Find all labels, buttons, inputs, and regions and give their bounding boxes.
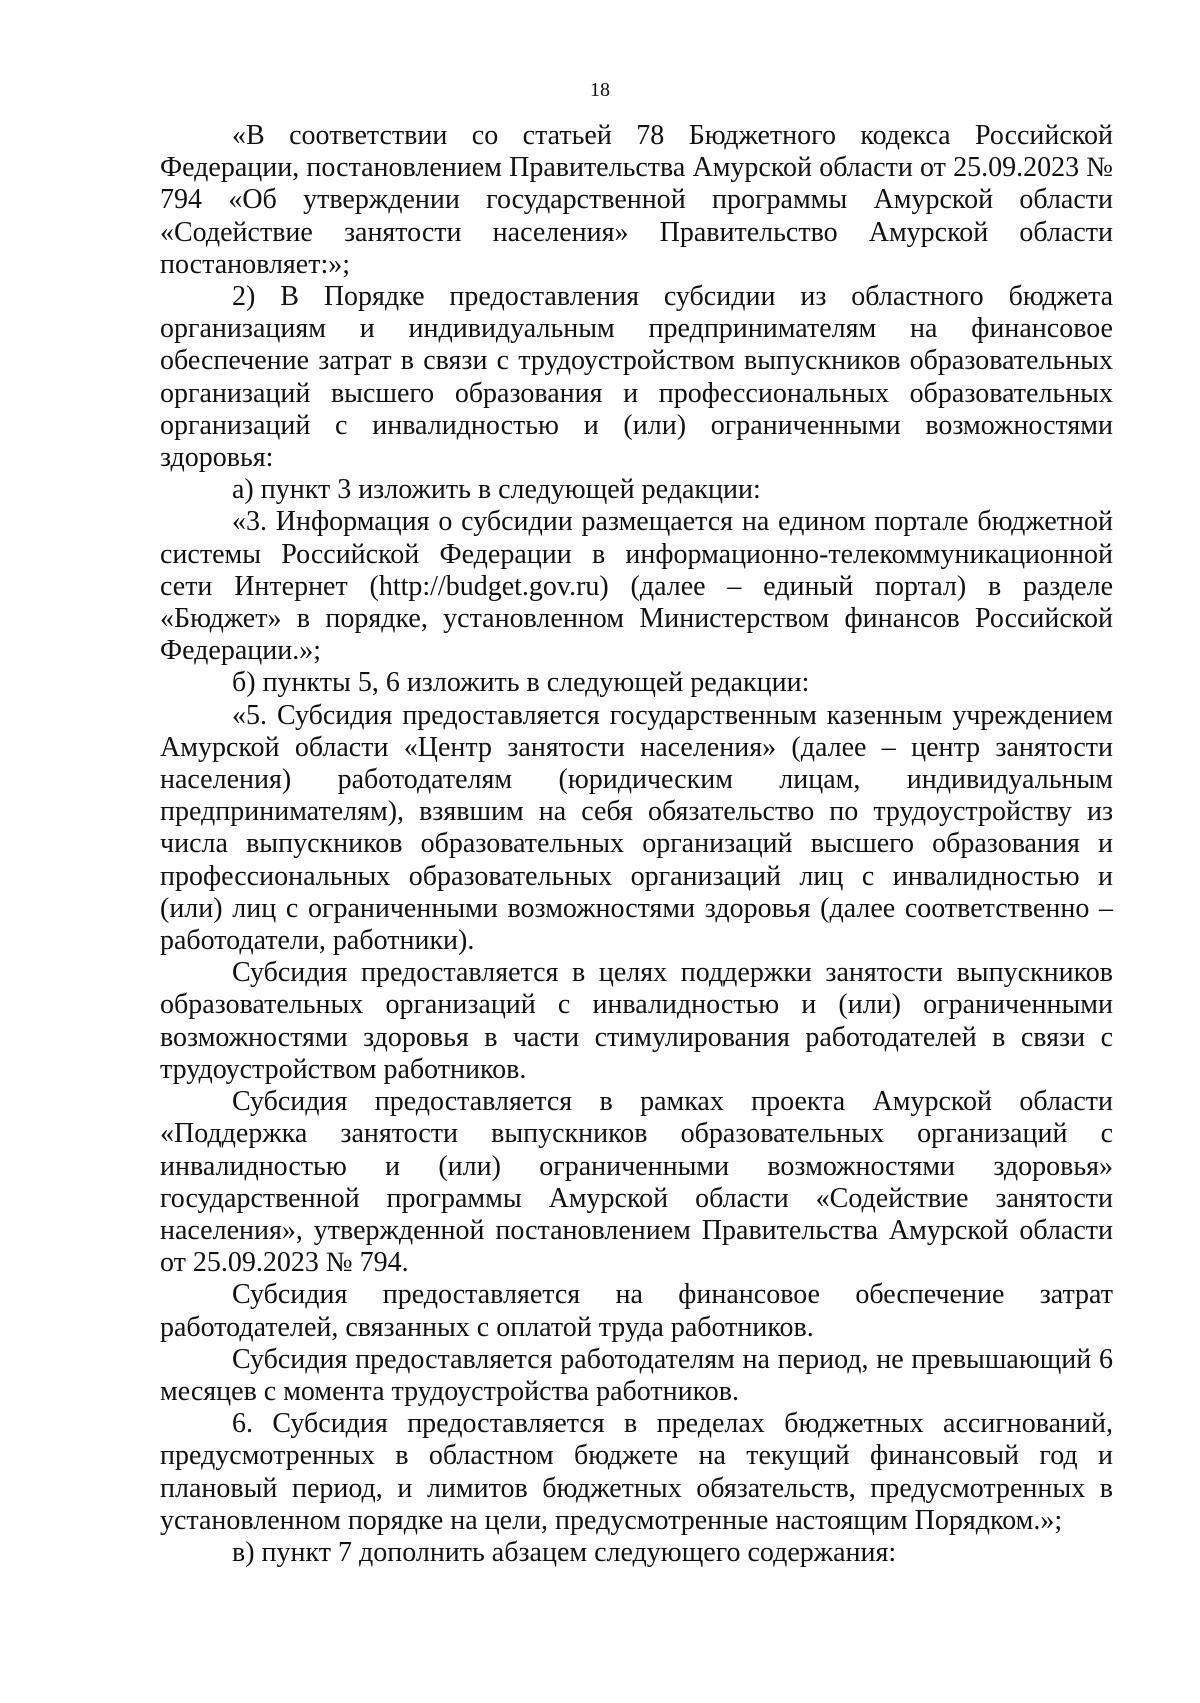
paragraph-point-5: «5. Субсидия предоставляется государственным казенным учреждением Амурской области «Центр занятости населения» (далее – центр занятости населения) работодателям (юридическим лицам, индивидуальным предпринимателям), взявшим на себя обязательство по трудоустройству из числа выпускников образовательных организаций высшего образования и профессиональных образовательных организаций лиц с инвалидностью и (или) лиц с ограниченными возможностями здоровья (далее соответственно – работодатели, работники). [160,699,1113,957]
document-body [160,120,1113,1569]
paragraph-subitem-a: а) пункт 3 изложить в следующей редакции: [232,474,761,506]
paragraph-subsidy-costs: Субсидия предоставляется на финансовое обеспечение затрат работодателей, связанных с оплатой труда работников. [160,1279,1113,1343]
paragraph-subsidy-project: Субсидия предоставляется в рамках проекта Амурской области «Поддержка занятости выпускников образовательных организаций с инвалидностью и (или) ограниченными возможностями здоровья» государственной программы Амурской области «Содействие занятости населения», утвержденной постановлением Правительства Амурской области от 25.09.2023 № 794. [160,1086,1113,1279]
paragraph-subitem-b: б) пункты 5, 6 изложить в следующей редакции: [232,667,810,699]
paragraph-subsidy-purpose: Субсидия предоставляется в целях поддержки занятости выпускников образовательных организаций с инвалидностью и (или) ограниченными возможностями здоровья в части стимулирования работодателей в связи с трудоустройством работников. [160,957,1113,1085]
paragraph-point-3: «3. Информация о субсидии размещается на едином портале бюджетной системы Российской Федерации в информационно-телекоммуникационной сети Интернет (http://budget.gov.ru) (далее – единый портал) в разделе «Бюджет» в порядке, установленном Министерством финансов Российской Федерации.»; [160,506,1113,667]
page-number: 18 [590,79,610,101]
paragraph-subsidy-period: Субсидия предоставляется работодателям на период, не превышающий 6 месяцев с момента трудоустройства работников. [160,1343,1113,1407]
paragraph-item-2: 2) В Порядке предоставления субсидии из областного бюджета организациям и индивидуальным предпринимателям на финансовое обеспечение затрат в связи с трудоустройством выпускников образовательных организаций высшего образования и профессиональных образовательных организаций с инвалидностью и (или) ограниченными возможностями здоровья: [160,281,1113,474]
paragraph-preamble-quote: «В соответствии со статьей 78 Бюджетного кодекса Российской Федерации, постановлением Правительства Амурской области от 25.09.2023 № 794 «Об утверждении государственной программы Амурской области «Содействие занятости населения» Правительство Амурской области постановляет:»; [160,120,1113,280]
paragraph-subitem-v: в) пункт 7 дополнить абзацем следующего содержания: [232,1536,897,1568]
paragraph-point-6: 6. Субсидия предоставляется в пределах бюджетных ассигнований, предусмотренных в областном бюджете на текущий финансовый год и плановый период, и лимитов бюджетных обязательств, предусмотренных в установленном порядке на цели, предусмотренные настоящим Порядком.»; [160,1408,1113,1536]
